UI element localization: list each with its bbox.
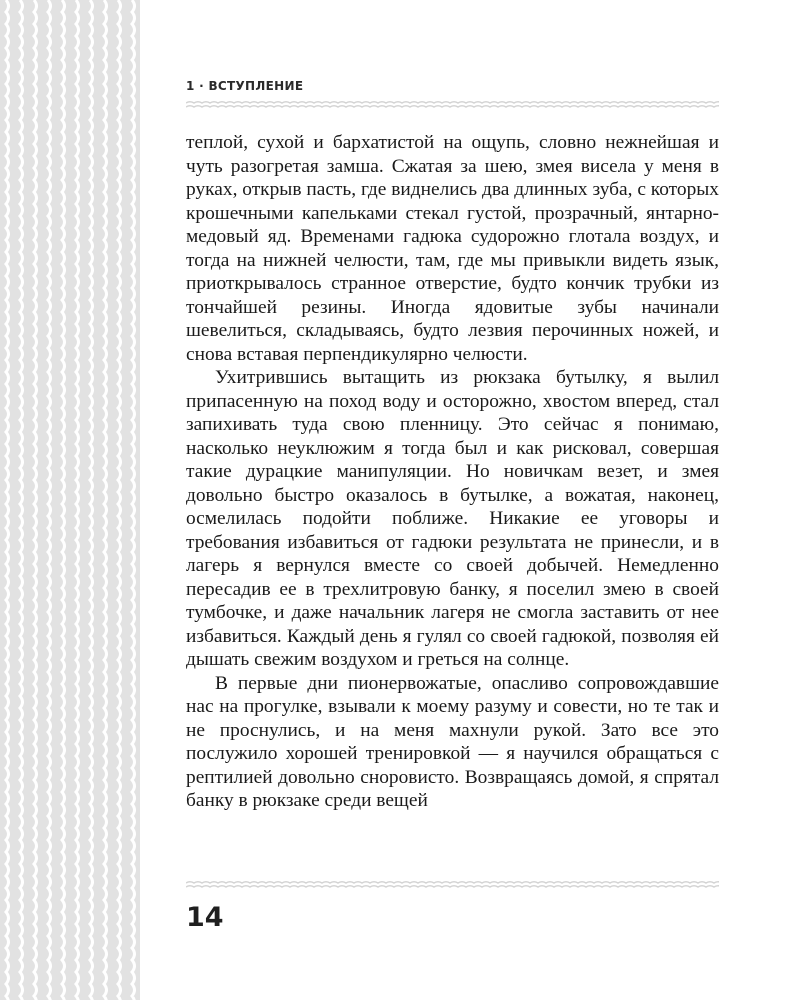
side-wave-line (34, 0, 37, 1000)
side-wave-pattern-graphic (0, 0, 140, 1000)
paragraph-1: теплой, сухой и бархатистой на ощупь, словно нежнейшая и чуть разогретая замша. Сжатая за шею, змея висела у меня в руках, открыв пасть, где виднелись два длинных зуба, с которых крошечными капельками стекал густой, прозрачный, янтарно-медовый яд. Временами гадюка судорожно глотала воздух, и тогда на нижней челюсти, там, где мы привыкли видеть язык, приоткрывалось странное отверстие, будто кончик трубки из тончайшей резины. Иногда ядовитые зубы начинали шевелиться, складываясь, будто лезвия перочинных ножей, и снова вставая перпендикулярно челюсти. (186, 132, 719, 365)
side-wave-line (104, 0, 107, 1000)
side-wave-line (6, 0, 9, 1000)
side-wave-line (20, 0, 23, 1000)
rule-wave-line (186, 886, 719, 887)
body-text (186, 131, 719, 813)
side-wave-line (90, 0, 93, 1000)
side-wave-line (48, 0, 51, 1000)
side-wave-line (62, 0, 65, 1000)
rule-wave-line (186, 106, 719, 107)
side-wave-line (76, 0, 79, 1000)
rule-wave-line (186, 882, 719, 883)
footer-wave-rule (186, 880, 719, 890)
side-wave-line (132, 0, 135, 1000)
side-wave-pattern (0, 0, 140, 1000)
rule-wave-line (186, 102, 719, 103)
side-wave-line (118, 0, 121, 1000)
running-title: 1 · ВСТУПЛЕНИЕ (186, 79, 304, 93)
paragraph-3: В первые дни пионервожатые, опасливо сопровождавшие нас на прогулке, взывали к моему разуму и совести, но те так и не проснулись, и на меня махнули рукой. Зато все это послужило хорошей тренировкой — я научился обращаться с рептилией довольно сноровисто. Возвращаясь домой, я спрятал банку в рюкзаке среди вещей (186, 672, 719, 811)
paragraph-2: Ухитрившись вытащить из рюкзака бутылку, я вылил припасенную на поход воду и осторожно, хвостом вперед, стал запихивать туда свою пленницу. Это сейчас я понимаю, насколько неуклюжим я тогда был и как рисковал, совершая такие дурацкие манипуляции. Но новичкам везет, и змея довольно быстро оказалось в бутылке, а вожатая, наконец, осмелилась подойти поближе. Никакие ее уговоры и требования избавиться от гадюки результата не принесли, и в лагерь я вернулся вместе со своей добычей. Немедленно пересадив ее в трехлитровую банку, я поселил змею в своей тумбочке, и даже начальник лагеря не смогла заставить от нее избавиться. Каждый день я гулял со своей гадюкой, позволяя ей дышать свежим воздухом и греться на солнце. (186, 367, 719, 670)
header-wave-rule (186, 100, 719, 110)
page-number: 14 (186, 902, 224, 933)
